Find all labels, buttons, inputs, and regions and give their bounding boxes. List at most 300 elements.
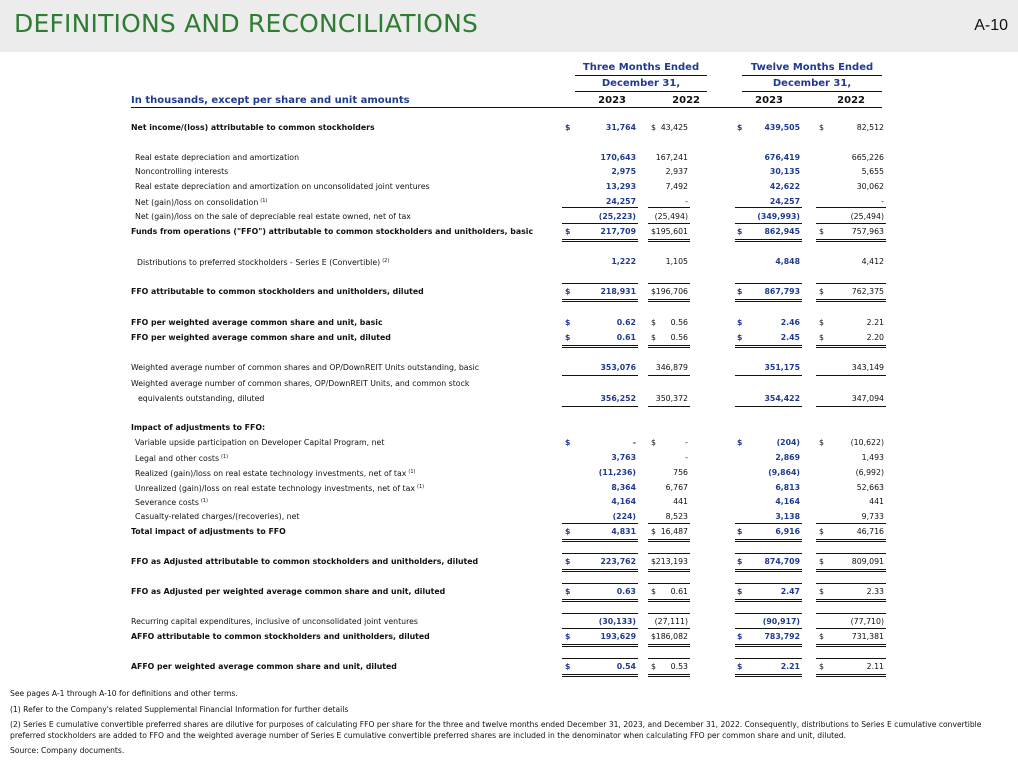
currency-symbol: $ bbox=[565, 632, 571, 641]
group-rule bbox=[575, 91, 707, 92]
total-double-rule bbox=[562, 299, 638, 302]
currency-symbol: $ bbox=[819, 438, 824, 447]
total-double-rule bbox=[816, 539, 886, 542]
row-label: Net income/(loss) attributable to common stockholders bbox=[131, 123, 375, 132]
header-twelve-months-date: December 31, bbox=[772, 78, 852, 89]
cell-y23: 354,422 bbox=[764, 394, 800, 403]
total-double-rule bbox=[648, 239, 690, 242]
currency-symbol: $ bbox=[737, 438, 743, 447]
subtotal-rule bbox=[648, 553, 690, 554]
cell-q23: 31,764 bbox=[605, 123, 636, 132]
cell-q22: 195,601 bbox=[655, 227, 688, 236]
subtotal-rule bbox=[735, 523, 802, 524]
row-label: Severance costs $^{(1)}$ bbox=[135, 498, 208, 507]
cell-y22: 731,381 bbox=[851, 632, 884, 641]
group-rule bbox=[742, 91, 882, 92]
cell-y22: 46,716 bbox=[856, 527, 884, 536]
currency-symbol: $ bbox=[565, 557, 571, 566]
subtotal-rule bbox=[816, 628, 886, 629]
cell-q23: 2,975 bbox=[611, 167, 636, 176]
cell-q22: 1,105 bbox=[665, 257, 688, 266]
header-rule bbox=[131, 107, 882, 108]
currency-symbol: $ bbox=[737, 123, 743, 132]
cell-q22: 8,523 bbox=[665, 512, 688, 521]
row-label: FFO as Adjusted per weighted average common share and unit, diluted bbox=[131, 587, 446, 596]
row-label: Real estate depreciation and amortization bbox=[135, 153, 300, 162]
subtotal-rule bbox=[735, 207, 802, 208]
footnote-marker: (1) bbox=[408, 469, 416, 475]
total-double-rule bbox=[735, 345, 802, 348]
currency-symbol: $ bbox=[651, 333, 656, 342]
cell-y22: 665,226 bbox=[851, 153, 884, 162]
cell-y23: 2,869 bbox=[775, 453, 800, 462]
total-double-rule bbox=[648, 539, 690, 542]
total-double-rule bbox=[735, 539, 802, 542]
currency-symbol: $ bbox=[651, 587, 656, 596]
currency-symbol: $ bbox=[651, 438, 656, 447]
table-row bbox=[0, 121, 1018, 134]
cell-y22: 9,733 bbox=[861, 512, 884, 521]
subtotal-rule bbox=[735, 583, 802, 584]
subtotal-rule bbox=[735, 406, 802, 407]
subtotal-rule bbox=[816, 553, 886, 554]
cell-q23: 217,709 bbox=[600, 227, 636, 236]
total-double-rule bbox=[648, 345, 690, 348]
currency-symbol: $ bbox=[565, 438, 571, 447]
cell-q22: (25,494) bbox=[654, 212, 688, 221]
cell-y23: 351,175 bbox=[764, 363, 800, 372]
total-double-rule bbox=[816, 569, 886, 572]
year-header: 2023 bbox=[598, 95, 626, 106]
subtotal-rule bbox=[562, 375, 638, 376]
currency-symbol: $ bbox=[651, 123, 656, 132]
row-label: Funds from operations ("FFO") attributable to common stockholders and unitholders, basic bbox=[131, 227, 534, 236]
cell-q23: 1,222 bbox=[611, 257, 636, 266]
currency-symbol: $ bbox=[737, 227, 743, 236]
subtotal-rule bbox=[816, 406, 886, 407]
cell-y23: 2.45 bbox=[780, 333, 800, 342]
page-title: DEFINITIONS AND RECONCILIATIONS bbox=[14, 9, 479, 38]
row-label: Legal and other costs $^{(1)}$ bbox=[135, 454, 229, 463]
row-label: Net (gain)/loss on the sale of depreciable real estate owned, net of tax bbox=[135, 212, 411, 221]
table-row bbox=[0, 555, 1018, 568]
cell-y23: 2.47 bbox=[780, 587, 800, 596]
subtotal-rule bbox=[816, 583, 886, 584]
currency-symbol: $ bbox=[565, 123, 571, 132]
cell-q22: 213,193 bbox=[655, 557, 688, 566]
cell-y23: 42,622 bbox=[769, 182, 800, 191]
cell-y22: 1,493 bbox=[861, 453, 884, 462]
table-row bbox=[0, 466, 1018, 479]
total-double-rule bbox=[735, 569, 802, 572]
currency-symbol: $ bbox=[651, 662, 656, 671]
subtotal-rule bbox=[562, 223, 638, 224]
total-double-rule bbox=[648, 569, 690, 572]
cell-q22: 0.53 bbox=[670, 662, 688, 671]
table-row bbox=[0, 225, 1018, 238]
cell-y22: (25,494) bbox=[850, 212, 884, 221]
cell-y22: (77,710) bbox=[850, 617, 884, 626]
cell-y22: (10,622) bbox=[850, 438, 884, 447]
cell-q22: 6,767 bbox=[665, 483, 688, 492]
cell-y22: 343,149 bbox=[851, 363, 884, 372]
currency-symbol: $ bbox=[819, 318, 824, 327]
cell-y22: 4,412 bbox=[861, 257, 884, 266]
total-double-rule bbox=[562, 345, 638, 348]
year-header: 2022 bbox=[672, 95, 700, 106]
row-label: Realized (gain)/loss on real estate technology investments, net of tax $^{(1)}$ bbox=[135, 469, 416, 478]
cell-q22: - bbox=[685, 453, 688, 462]
currency-symbol: $ bbox=[819, 662, 824, 671]
cell-y23: 3,138 bbox=[775, 512, 800, 521]
currency-symbol: $ bbox=[819, 123, 824, 132]
total-double-rule bbox=[735, 599, 802, 602]
subtotal-rule bbox=[648, 375, 690, 376]
cell-y23: (9,864) bbox=[768, 468, 800, 477]
cell-q23: (224) bbox=[612, 512, 636, 521]
currency-symbol: $ bbox=[737, 318, 743, 327]
currency-symbol: $ bbox=[565, 527, 571, 536]
currency-symbol: $ bbox=[819, 227, 824, 236]
cell-y23: 2.21 bbox=[780, 662, 800, 671]
header-twelve-months: Twelve Months Ended bbox=[750, 62, 874, 73]
currency-symbol: $ bbox=[737, 662, 743, 671]
cell-q23: 0.62 bbox=[616, 318, 636, 327]
cell-q22: 16,487 bbox=[660, 527, 688, 536]
cell-y23: (204) bbox=[776, 438, 800, 447]
table-row bbox=[0, 151, 1018, 164]
footnote-1: (1) Refer to the Company's related Supplemental Financial Information for further details bbox=[10, 704, 349, 714]
subtotal-rule bbox=[816, 658, 886, 659]
cell-q22: 441 bbox=[673, 497, 688, 506]
row-label: FFO as Adjusted attributable to common stockholders and unitholders, diluted bbox=[131, 557, 479, 566]
subtotal-rule bbox=[735, 613, 802, 614]
cell-y22: 757,963 bbox=[851, 227, 884, 236]
currency-symbol: $ bbox=[819, 632, 824, 641]
cell-q22: (27,111) bbox=[654, 617, 688, 626]
currency-symbol: $ bbox=[819, 587, 824, 596]
table-row bbox=[0, 630, 1018, 643]
table-row bbox=[0, 331, 1018, 344]
row-label: Variable upside participation on Developer Capital Program, net bbox=[135, 438, 385, 447]
total-double-rule bbox=[735, 674, 802, 677]
cell-y22: 5,655 bbox=[861, 167, 884, 176]
subtotal-rule bbox=[562, 583, 638, 584]
footnote-marker: (1) bbox=[221, 454, 229, 460]
currency-symbol: $ bbox=[565, 662, 571, 671]
cell-q22: 186,082 bbox=[655, 632, 688, 641]
table-row bbox=[0, 210, 1018, 223]
cell-q23: 170,643 bbox=[600, 153, 636, 162]
total-double-rule bbox=[562, 569, 638, 572]
row-label: Unrealized (gain)/loss on real estate technology investments, net of tax $^{(1)}$ bbox=[135, 484, 425, 493]
subtotal-rule bbox=[648, 583, 690, 584]
cell-y23: 30,135 bbox=[769, 167, 800, 176]
cell-y22: 809,091 bbox=[851, 557, 884, 566]
table-row bbox=[0, 495, 1018, 508]
cell-q23: 3,763 bbox=[611, 453, 636, 462]
cell-q23: 218,931 bbox=[600, 287, 636, 296]
total-double-rule bbox=[648, 299, 690, 302]
year-header: 2023 bbox=[755, 95, 783, 106]
currency-symbol: $ bbox=[737, 333, 743, 342]
subtotal-rule bbox=[648, 406, 690, 407]
subtotal-rule bbox=[735, 553, 802, 554]
cell-q22: 0.56 bbox=[670, 333, 688, 342]
total-double-rule bbox=[562, 674, 638, 677]
subtotal-rule bbox=[562, 628, 638, 629]
footnote-marker: (1) bbox=[417, 484, 425, 490]
cell-y23: (349,993) bbox=[757, 212, 800, 221]
row-label: Impact of adjustments to FFO: bbox=[131, 423, 266, 432]
cell-q23: (25,223) bbox=[598, 212, 636, 221]
total-double-rule bbox=[735, 644, 802, 647]
footnote-marker: (1) bbox=[260, 198, 268, 204]
group-rule bbox=[742, 75, 882, 76]
subtotal-rule bbox=[816, 613, 886, 614]
cell-q23: 223,762 bbox=[600, 557, 636, 566]
cell-y23: 874,709 bbox=[764, 557, 800, 566]
currency-symbol: $ bbox=[819, 557, 824, 566]
units-label: In thousands, except per share and unit amounts bbox=[131, 95, 410, 106]
total-double-rule bbox=[816, 644, 886, 647]
table-row bbox=[0, 316, 1018, 329]
total-double-rule bbox=[648, 644, 690, 647]
total-double-rule bbox=[816, 299, 886, 302]
subtotal-rule bbox=[648, 628, 690, 629]
subtotal-rule bbox=[816, 207, 886, 208]
cell-y23: 862,945 bbox=[764, 227, 800, 236]
subtotal-rule bbox=[735, 658, 802, 659]
currency-symbol: $ bbox=[565, 333, 571, 342]
total-double-rule bbox=[562, 599, 638, 602]
subtotal-rule bbox=[562, 553, 638, 554]
row-label: Weighted average number of common shares and OP/DownREIT Units outstanding, basic bbox=[131, 363, 480, 372]
cell-q22: 350,372 bbox=[655, 394, 688, 403]
cell-y22: 30,062 bbox=[856, 182, 884, 191]
cell-q22: 2,937 bbox=[665, 167, 688, 176]
cell-q23: 0.54 bbox=[616, 662, 636, 671]
total-double-rule bbox=[816, 674, 886, 677]
currency-symbol: $ bbox=[565, 587, 571, 596]
cell-y22: 347,094 bbox=[851, 394, 884, 403]
total-double-rule bbox=[562, 644, 638, 647]
currency-symbol: $ bbox=[651, 527, 656, 536]
currency-symbol: $ bbox=[651, 227, 656, 236]
row-label: FFO per weighted average common share and unit, diluted bbox=[131, 333, 391, 342]
cell-q22: 0.56 bbox=[670, 318, 688, 327]
cell-q22: - bbox=[685, 197, 688, 206]
cell-y23: 4,848 bbox=[775, 257, 800, 266]
table-row bbox=[0, 285, 1018, 298]
footnote-source: Source: Company documents. bbox=[10, 746, 125, 755]
cell-y23: (90,917) bbox=[762, 617, 800, 626]
total-double-rule bbox=[648, 599, 690, 602]
cell-q22: 167,241 bbox=[655, 153, 688, 162]
currency-symbol: $ bbox=[737, 632, 743, 641]
total-double-rule bbox=[735, 299, 802, 302]
cell-q22: 196,706 bbox=[655, 287, 688, 296]
cell-y23: 676,419 bbox=[764, 153, 800, 162]
row-label: Casualty-related charges/(recoveries), net bbox=[135, 512, 300, 521]
table-row bbox=[0, 615, 1018, 628]
subtotal-rule bbox=[562, 613, 638, 614]
row-label: Total impact of adjustments to FFO bbox=[131, 527, 286, 536]
currency-symbol: $ bbox=[819, 333, 824, 342]
row-label: Distributions to preferred stockholders - Series E (Convertible) $^{(2)}$ bbox=[137, 258, 390, 267]
currency-symbol: $ bbox=[651, 557, 656, 566]
table-row bbox=[0, 165, 1018, 178]
cell-q23: 13,293 bbox=[605, 182, 636, 191]
subtotal-rule bbox=[648, 223, 690, 224]
cell-q22: - bbox=[685, 438, 688, 447]
cell-q22: 0.61 bbox=[670, 587, 688, 596]
row-label: AFFO per weighted average common share and unit, diluted bbox=[131, 662, 397, 671]
footnote-see-pages: See pages A-1 through A-10 for definitions and other terms. bbox=[10, 689, 238, 698]
table-row bbox=[0, 525, 1018, 538]
cell-q23: 8,364 bbox=[611, 483, 636, 492]
cell-q23: 24,257 bbox=[605, 197, 636, 206]
cell-y22: 2.11 bbox=[866, 662, 884, 671]
year-header: 2022 bbox=[837, 95, 865, 106]
footnote-marker: (2) bbox=[382, 258, 390, 264]
table-row bbox=[0, 660, 1018, 673]
currency-symbol: $ bbox=[651, 318, 656, 327]
total-double-rule bbox=[648, 674, 690, 677]
currency-symbol: $ bbox=[651, 287, 656, 296]
currency-symbol: $ bbox=[565, 287, 571, 296]
cell-q22: 756 bbox=[673, 468, 688, 477]
cell-y23: 2.46 bbox=[780, 318, 800, 327]
subtotal-rule bbox=[562, 658, 638, 659]
table-row bbox=[0, 421, 1018, 434]
total-double-rule bbox=[735, 239, 802, 242]
cell-q23: 353,076 bbox=[600, 363, 636, 372]
cell-q22: 43,425 bbox=[660, 123, 688, 132]
cell-q23: 193,629 bbox=[600, 632, 636, 641]
subtotal-rule bbox=[816, 375, 886, 376]
header-three-months-date: December 31, bbox=[601, 78, 681, 89]
cell-y23: 867,793 bbox=[764, 287, 800, 296]
cell-y23: 4,164 bbox=[775, 497, 800, 506]
subtotal-rule bbox=[648, 283, 690, 284]
cell-y23: 783,792 bbox=[764, 632, 800, 641]
row-label: Net (gain)/loss on consolidation $^{(1)}$ bbox=[135, 198, 268, 207]
cell-y22: 441 bbox=[869, 497, 884, 506]
subtotal-rule bbox=[562, 283, 638, 284]
cell-q23: 4,164 bbox=[611, 497, 636, 506]
subtotal-rule bbox=[816, 283, 886, 284]
subtotal-rule bbox=[562, 406, 638, 407]
subtotal-rule bbox=[816, 223, 886, 224]
cell-y22: 52,663 bbox=[856, 483, 884, 492]
table-row bbox=[0, 180, 1018, 193]
subtotal-rule bbox=[735, 375, 802, 376]
cell-q23: 4,831 bbox=[611, 527, 636, 536]
cell-q23: 0.61 bbox=[616, 333, 636, 342]
cell-y22: 2.21 bbox=[866, 318, 884, 327]
footnote-marker: (1) bbox=[200, 498, 208, 504]
table-row bbox=[0, 451, 1018, 464]
subtotal-rule bbox=[648, 207, 690, 208]
footnotes bbox=[10, 689, 1010, 762]
group-rule bbox=[575, 75, 707, 76]
row-label: FFO per weighted average common share and unit, basic bbox=[131, 318, 383, 327]
table-row bbox=[0, 510, 1018, 523]
cell-q23: - bbox=[632, 438, 636, 447]
cell-y23: 24,257 bbox=[769, 197, 800, 206]
table-row bbox=[0, 392, 1018, 405]
row-label: Real estate depreciation and amortization on unconsolidated joint ventures bbox=[135, 182, 430, 191]
subtotal-rule bbox=[562, 207, 638, 208]
header-three-months: Three Months Ended bbox=[582, 62, 700, 73]
subtotal-rule bbox=[648, 613, 690, 614]
cell-q23: 356,252 bbox=[600, 394, 636, 403]
cell-q23: (30,133) bbox=[598, 617, 636, 626]
cell-y22: 82,512 bbox=[856, 123, 884, 132]
total-double-rule bbox=[816, 345, 886, 348]
cell-y22: 762,375 bbox=[851, 287, 884, 296]
total-double-rule bbox=[816, 599, 886, 602]
currency-symbol: $ bbox=[819, 527, 824, 536]
total-double-rule bbox=[562, 239, 638, 242]
table-row bbox=[0, 481, 1018, 494]
row-label: equivalents outstanding, diluted bbox=[138, 394, 265, 403]
cell-q23: 0.63 bbox=[616, 587, 636, 596]
table-row bbox=[0, 585, 1018, 598]
row-label: AFFO attributable to common stockholders and unitholders, diluted bbox=[131, 632, 430, 641]
cell-q22: 346,879 bbox=[655, 363, 688, 372]
cell-y22: - bbox=[881, 197, 884, 206]
subtotal-rule bbox=[735, 283, 802, 284]
currency-symbol: $ bbox=[737, 287, 743, 296]
cell-y22: 2.20 bbox=[866, 333, 884, 342]
subtotal-rule bbox=[816, 523, 886, 524]
row-label: Noncontrolling interests bbox=[135, 167, 229, 176]
cell-y23: 6,813 bbox=[775, 483, 800, 492]
cell-y23: 6,916 bbox=[775, 527, 800, 536]
currency-symbol: $ bbox=[737, 557, 743, 566]
total-double-rule bbox=[816, 239, 886, 242]
cell-y22: (6,992) bbox=[855, 468, 884, 477]
cell-y23: 439,505 bbox=[764, 123, 800, 132]
table-row bbox=[0, 255, 1018, 268]
currency-symbol: $ bbox=[651, 632, 656, 641]
currency-symbol: $ bbox=[737, 587, 743, 596]
total-double-rule bbox=[562, 539, 638, 542]
currency-symbol: $ bbox=[565, 318, 571, 327]
table-row bbox=[0, 361, 1018, 374]
currency-symbol: $ bbox=[737, 527, 743, 536]
subtotal-rule bbox=[562, 523, 638, 524]
subtotal-rule bbox=[648, 523, 690, 524]
subtotal-rule bbox=[648, 658, 690, 659]
cell-y22: 2.33 bbox=[866, 587, 884, 596]
row-label: Recurring capital expenditures, inclusive of unconsolidated joint ventures bbox=[131, 617, 418, 626]
footnote-2: (2) Series E cumulative convertible preferred shares are dilutive for purposes of calculating FFO per share for the three and twelve months ended December 31, 2023, and December 31, 2022. Consequently, distributions to Series E cumulative convertible preferred stockholders are added to FFO and the weighted average number of Series E cumulative convertible preferred shares are included in the denominator when calculating FFO per common share and unit, diluted. bbox=[10, 720, 982, 740]
table-row bbox=[0, 436, 1018, 449]
currency-symbol: $ bbox=[565, 227, 571, 236]
cell-q22: 7,492 bbox=[665, 182, 688, 191]
page-number: A-10 bbox=[974, 17, 1008, 34]
currency-symbol: $ bbox=[819, 287, 824, 296]
cell-q23: (11,236) bbox=[598, 468, 636, 477]
row-label: Weighted average number of common shares, OP/DownREIT Units, and common stock bbox=[131, 379, 470, 388]
subtotal-rule bbox=[735, 223, 802, 224]
subtotal-rule bbox=[735, 628, 802, 629]
row-label: FFO attributable to common stockholders and unitholders, diluted bbox=[131, 287, 424, 296]
table-row bbox=[0, 377, 1018, 390]
